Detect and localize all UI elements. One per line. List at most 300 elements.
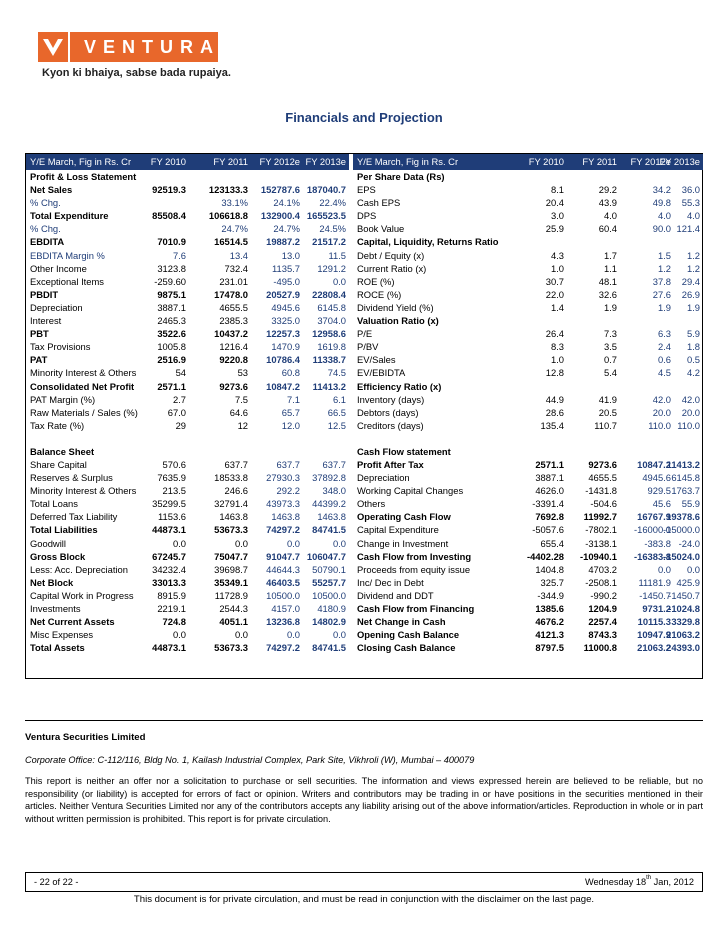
cell-value: 42.0 (652, 393, 671, 405)
cell-value: 27.6 (652, 288, 671, 300)
table-row (26, 497, 349, 510)
cell-value: 2571.1 (157, 380, 186, 392)
cell-value: 6145.8 (671, 472, 700, 484)
cell-value: 4.3 (550, 249, 564, 261)
cell-value: 231.01 (219, 275, 248, 287)
cell-value: 2.7 (172, 393, 186, 405)
cell-value: 11000.8 (583, 642, 617, 654)
cell-value: 13.0 (281, 249, 300, 261)
cell-value: 213.5 (162, 485, 186, 497)
cell-value: 24393.0 (666, 642, 700, 654)
cell-value: 10847.2 (637, 458, 671, 470)
table-row (26, 340, 349, 353)
row-label: Balance Sheet (30, 445, 95, 457)
table-row (353, 641, 703, 654)
table-row (353, 235, 703, 248)
row-label: Total Assets (30, 642, 85, 654)
cell-value: -16000.0 (633, 524, 671, 536)
row-label: Dividend Yield (%) (357, 301, 434, 313)
cell-value: 10847.2 (266, 380, 300, 392)
table-row (26, 366, 349, 379)
row-label: P/BV (357, 341, 379, 353)
cell-value: 1.9 (686, 301, 700, 313)
table-row (353, 510, 703, 523)
table-row (353, 628, 703, 641)
cell-value: 1.7 (603, 249, 617, 261)
cell-value: 1.0 (550, 354, 564, 366)
table-row (353, 249, 703, 262)
row-label: Raw Materials / Sales (%) (30, 406, 138, 418)
cell-value: 121.4 (676, 223, 700, 235)
cell-value: 2385.3 (219, 315, 248, 327)
table-header (353, 154, 703, 170)
cell-value: 3123.8 (157, 262, 186, 274)
table-row (26, 563, 349, 576)
cell-value: 35349.1 (214, 576, 248, 588)
table-row (26, 537, 349, 550)
row-label: Dividend and DDT (357, 589, 434, 601)
cell-value: 12257.3 (266, 328, 300, 340)
row-label: Interest (30, 315, 62, 327)
ventura-logo (38, 30, 258, 82)
cell-value: 1463.8 (271, 511, 300, 523)
table-row (353, 366, 703, 379)
cell-value: 4676.2 (535, 616, 564, 628)
row-label: Misc Expenses (30, 629, 94, 641)
cell-value: 2544.3 (219, 603, 248, 614)
cell-value: 28.6 (545, 406, 564, 418)
header-year: FY 2013e (305, 156, 346, 167)
disclaimer-text: This report is neither an offer nor a solicitation to purchase or sell securities. The information and views expressed herein are believed to be reliable, but no responsibility (or liability) is accepted for errors of fact or opinion. Writers and contributors may be trading in or have positions in the securities mentioned in their articles. Neither Ventura Securities Limited nor any of the contributors accepts any liability arising out of the above information/articles. Reproduction in whole or in part without written permission is prohibited. This report is for private circulation. (25, 776, 703, 824)
cell-value: 90.0 (652, 223, 671, 235)
cell-value: 84741.5 (312, 524, 346, 536)
cell-value: 29.2 (598, 184, 617, 196)
table-row (26, 628, 349, 641)
cell-value: 8.1 (550, 184, 564, 196)
row-label: PBT (30, 328, 49, 340)
row-label: Net Change in Cash (357, 616, 446, 628)
cell-value: 7.1 (286, 393, 300, 405)
cell-value: 10947.9 (637, 629, 671, 641)
table-row (353, 523, 703, 536)
cell-value: 0.0 (234, 537, 248, 549)
table-row (26, 288, 349, 301)
cell-value: 53673.3 (214, 642, 248, 654)
table-row (353, 301, 703, 314)
table-row (353, 353, 703, 366)
table-row (26, 576, 349, 589)
cell-value: 5.4 (603, 367, 617, 379)
page-number: - 22 of 22 - (34, 877, 79, 887)
cell-value: 33.1% (221, 197, 248, 209)
cell-value: 7.6 (172, 249, 186, 261)
table-row (353, 288, 703, 301)
cell-value: 6145.8 (317, 301, 346, 313)
cell-value: 1463.8 (219, 511, 248, 523)
table-row (26, 550, 349, 563)
cell-value: 74297.2 (266, 642, 300, 654)
table-row (26, 222, 349, 235)
cell-value: 0.0 (686, 563, 700, 575)
cell-value: -1024.8 (668, 603, 700, 614)
cell-value: 7692.8 (535, 511, 564, 523)
cell-value: 55257.7 (312, 576, 346, 588)
cell-value: 1.9 (603, 301, 617, 313)
row-label: ROE (%) (357, 275, 395, 287)
cell-value: -5057.6 (532, 524, 564, 536)
cell-value: 64.6 (229, 406, 248, 418)
cell-value: 49.8 (652, 197, 671, 209)
cell-value: 16767.9 (637, 511, 671, 523)
table-row (353, 314, 703, 327)
cell-value: -10940.1 (579, 550, 617, 562)
cell-value: 26.9 (681, 288, 700, 300)
cell-value: 1135.7 (272, 262, 300, 274)
cell-value: 20.4 (545, 197, 564, 209)
cell-value: -3391.4 (532, 498, 564, 510)
cell-value: 3329.8 (671, 616, 700, 628)
cell-value: 1005.8 (157, 341, 186, 353)
cell-value: 24.1% (273, 197, 300, 209)
footer-divider (25, 720, 703, 721)
cell-value: 22808.4 (312, 288, 346, 300)
row-label: Total Liabilities (30, 524, 98, 536)
cell-value: 10786.4 (266, 354, 300, 366)
table-row (353, 471, 703, 484)
cell-value: 1.1 (603, 262, 617, 274)
row-label: Minority Interest & Others (30, 485, 137, 497)
cell-value: 8.3 (550, 341, 564, 353)
cell-value: 1.0 (550, 262, 564, 274)
table-row (353, 576, 703, 589)
cell-value: 2219.1 (157, 603, 186, 614)
company-name: Ventura Securities Limited (25, 732, 146, 743)
row-label: Debtors (days) (357, 406, 419, 418)
section-gap (26, 432, 349, 445)
cell-value: 637.7 (276, 458, 300, 470)
header-label: Y/E March, Fig in Rs. Cr (357, 156, 459, 167)
cell-value: 4626.0 (535, 485, 564, 497)
cell-value: 48.1 (598, 275, 617, 287)
table-row (26, 615, 349, 628)
row-label: Minority Interest & Others (30, 367, 137, 379)
header-year: FY 2013e (659, 156, 700, 167)
cell-value: -495.0 (273, 275, 300, 287)
cell-value: 152787.6 (260, 184, 300, 196)
cell-value: -4402.28 (526, 550, 564, 562)
cell-value: 20527.9 (266, 288, 300, 300)
row-label: DPS (357, 210, 377, 222)
cell-value: 37.8 (652, 275, 671, 287)
row-label: Profit After Tax (357, 458, 424, 470)
cell-value: 84741.5 (312, 642, 346, 654)
header-year: FY 2011 (582, 156, 617, 167)
table-row (26, 170, 349, 183)
table-header (26, 154, 349, 170)
cell-value: 21517.2 (312, 236, 346, 248)
cell-value: 50790.1 (312, 563, 346, 575)
cell-value: 8797.5 (535, 642, 564, 654)
cell-value: -3138.1 (585, 537, 617, 549)
header-year: FY 2011 (213, 156, 248, 167)
cell-value: 11413.2 (666, 458, 700, 470)
row-label: Inventory (days) (357, 393, 425, 405)
circulation-note: This document is for private circulation, and must be read in conjunction with the disclaimer on the last page. (133, 894, 595, 905)
table-row (353, 537, 703, 550)
cell-value: 20.0 (652, 406, 671, 418)
table-row (353, 209, 703, 222)
cell-value: -383.8 (644, 537, 671, 549)
table-row (26, 235, 349, 248)
cell-value: 11338.7 (312, 354, 346, 366)
cell-value: 1463.8 (317, 511, 346, 523)
cell-value: 10437.2 (214, 328, 248, 340)
cell-value: 30.7 (545, 275, 564, 287)
table-row (26, 327, 349, 340)
row-label: Creditors (days) (357, 419, 424, 431)
cell-value: 6.1 (332, 393, 346, 405)
cell-value: 60.4 (598, 223, 617, 235)
cell-value: -1450.7 (639, 589, 671, 601)
cell-value: 4.2 (686, 367, 700, 379)
row-label: Depreciation (30, 301, 83, 313)
cell-value: 4655.5 (219, 301, 248, 313)
cell-value: -7802.1 (585, 524, 617, 536)
cell-value: 3704.0 (317, 315, 346, 327)
row-label: Net Block (30, 576, 74, 588)
cell-value: 53 (237, 367, 248, 379)
page-title: Financials and Projection (285, 110, 443, 125)
table-row (26, 589, 349, 602)
cell-value: 20.5 (598, 406, 617, 418)
cell-value: 10500.0 (312, 589, 346, 601)
cell-value: 32.6 (598, 288, 617, 300)
cell-value: 34.2 (652, 184, 671, 196)
table-row (353, 275, 703, 288)
cell-value: 425.9 (676, 576, 700, 588)
table-row (353, 196, 703, 209)
header-year: FY 2012e (259, 156, 300, 167)
cell-value: 11181.9 (638, 576, 671, 588)
row-label: Gross Block (30, 550, 86, 562)
row-label: Net Current Assets (30, 616, 115, 628)
brand-name: VENTURA (70, 32, 218, 62)
cell-value: 43973.3 (266, 498, 300, 510)
cell-value: -990.2 (590, 589, 617, 601)
cell-value: 16514.5 (214, 236, 248, 248)
cell-value: 29.4 (681, 275, 700, 287)
cell-value: 724.8 (162, 616, 186, 628)
cell-value: 12.0 (281, 419, 300, 431)
row-label: Closing Cash Balance (357, 642, 456, 654)
cell-value: 7635.9 (157, 472, 186, 484)
table-row (353, 340, 703, 353)
cell-value: 3325.0 (271, 315, 300, 327)
cell-value: 74297.2 (266, 524, 300, 536)
cell-value: 35299.5 (152, 498, 186, 510)
cell-value: 325.7 (540, 576, 564, 588)
cell-value: 4157.0 (271, 603, 300, 614)
cell-value: 18533.8 (214, 472, 248, 484)
cell-value: 12 (237, 419, 248, 431)
cell-value: 1.2 (657, 262, 671, 274)
row-label: Opening Cash Balance (357, 629, 460, 641)
row-label: % Chg. (30, 223, 61, 235)
cell-value: 13.4 (229, 249, 248, 261)
table-row (26, 510, 349, 523)
cell-value: 2465.3 (157, 315, 186, 327)
table-row (353, 327, 703, 340)
table-row (26, 484, 349, 497)
row-label: Per Share Data (Rs) (357, 171, 445, 182)
row-label: P/E (357, 328, 373, 340)
cell-value: 570.6 (162, 458, 186, 470)
table-row (353, 419, 703, 432)
row-label: Change in Investment (357, 537, 449, 549)
cell-value: 637.7 (322, 458, 346, 470)
row-label: Consolidated Net Profit (30, 380, 135, 392)
cell-value: 0.0 (172, 629, 186, 641)
cell-value: 4121.3 (535, 629, 564, 641)
cell-value: 22.4% (319, 197, 346, 209)
table-row (353, 458, 703, 471)
cell-value: 66.5 (327, 406, 346, 418)
row-label: ROCE (%) (357, 288, 402, 300)
cell-value: 42.0 (681, 393, 700, 405)
cell-value: 8915.9 (157, 589, 186, 601)
cell-value: 7.3 (603, 328, 617, 340)
cell-value: 4.0 (686, 210, 700, 222)
cell-value: 165523.5 (306, 210, 346, 222)
cell-value: 1.8 (686, 341, 700, 353)
row-label: Capital Expenditure (357, 524, 439, 536)
cell-value: -16383.8 (633, 550, 671, 562)
cell-value: 22.0 (545, 288, 564, 300)
cell-value: 3.0 (550, 210, 564, 222)
cell-value: 106047.7 (306, 550, 346, 562)
cell-value: 132900.4 (260, 210, 300, 222)
table-row (26, 471, 349, 484)
header-year: FY 2010 (528, 156, 564, 167)
cell-value: 92519.3 (152, 184, 186, 196)
cell-value: -15000.0 (662, 524, 700, 536)
cell-value: 1.4 (550, 301, 564, 313)
cell-value: 67245.7 (152, 550, 186, 562)
row-label: EV/Sales (357, 354, 396, 366)
cell-value: 110.7 (594, 419, 617, 431)
row-label: Cash Flow statement (357, 445, 451, 457)
header-label: Y/E March, Fig in Rs. Cr (30, 156, 132, 167)
row-label: Tax Rate (%) (30, 419, 85, 431)
table-row (26, 183, 349, 196)
cell-value: 1.9 (657, 301, 671, 313)
row-label: EBDITA Margin % (30, 249, 105, 261)
cell-value: 9273.6 (588, 458, 617, 470)
table-row (26, 314, 349, 327)
table-row (26, 196, 349, 209)
table-row (353, 563, 703, 576)
cell-value: 55.9 (681, 498, 700, 510)
cell-value: 27930.3 (266, 472, 300, 484)
row-label: Cash EPS (357, 197, 401, 209)
row-label: Goodwill (30, 537, 66, 549)
cell-value: 929.5 (647, 485, 671, 497)
header-year: FY 2012e (630, 156, 671, 167)
cell-value: 12.5 (327, 419, 346, 431)
row-label: EBDITA (30, 236, 65, 248)
cell-value: 24.7% (273, 223, 300, 235)
table-row (26, 458, 349, 471)
row-label: Reserves & Surplus (30, 472, 113, 484)
cell-value: 2.4 (657, 341, 671, 353)
cell-value: 0.0 (332, 629, 346, 641)
cell-value: 13236.8 (266, 616, 300, 628)
table-row (26, 523, 349, 536)
cell-value: 37892.8 (312, 472, 346, 484)
cell-value: 34232.4 (152, 563, 186, 575)
cell-value: 2571.1 (535, 458, 564, 470)
cell-value: 246.6 (224, 485, 248, 497)
cell-value: 106618.8 (208, 210, 248, 222)
row-label: Depreciation (357, 472, 410, 484)
cell-value: 19887.2 (266, 236, 300, 248)
cell-value: 110.0 (648, 419, 671, 431)
office-address: Corporate Office: C-112/116, Bldg No. 1, Kailash Industrial Complex, Park Site, Vikhroli (W), Mumbai – 400079 (25, 755, 475, 765)
row-label: Less: Acc. Depreciation (30, 563, 128, 575)
row-label: PAT (30, 354, 48, 366)
cell-value: -15024.0 (662, 550, 700, 562)
table-row (26, 301, 349, 314)
cell-value: 24.7% (221, 223, 248, 235)
cell-value: 292.2 (276, 485, 300, 497)
table-row (353, 550, 703, 563)
financials-table (25, 153, 703, 679)
cell-value: 65.7 (281, 406, 300, 418)
cell-value: -1431.8 (585, 485, 617, 497)
cell-value: 1385.6 (535, 603, 564, 614)
cell-value: 21063.2 (666, 629, 700, 641)
cell-value: 44873.1 (152, 524, 186, 536)
cell-value: 44873.1 (152, 642, 186, 654)
table-row (26, 393, 349, 406)
cell-value: 3887.1 (535, 472, 564, 484)
cell-value: 1.2 (686, 262, 700, 274)
row-label: Valuation Ratio (x) (357, 315, 439, 327)
cell-value: 187040.7 (306, 184, 346, 196)
table-row (26, 249, 349, 262)
table-row (353, 589, 703, 602)
cell-value: 732.4 (224, 262, 248, 274)
row-label: Others (357, 498, 386, 510)
cell-value: 4051.1 (219, 616, 248, 628)
cell-value: 11992.7 (583, 511, 617, 523)
cell-value: -1450.7 (668, 589, 700, 601)
right-table (353, 154, 703, 654)
cell-value: -24.0 (678, 537, 700, 549)
table-row (353, 262, 703, 275)
table-row (26, 602, 349, 615)
cell-value: -344.9 (537, 589, 564, 601)
row-label: Share Capital (30, 458, 87, 470)
table-row (353, 484, 703, 497)
row-label: Capital, Liquidity, Returns Ratio (357, 236, 499, 248)
cell-value: 4703.2 (588, 563, 617, 575)
row-label: Total Loans (30, 498, 78, 510)
cell-value: 46403.5 (266, 576, 300, 588)
cell-value: 7010.9 (157, 236, 186, 248)
section-gap (353, 432, 703, 445)
table-row (26, 380, 349, 393)
